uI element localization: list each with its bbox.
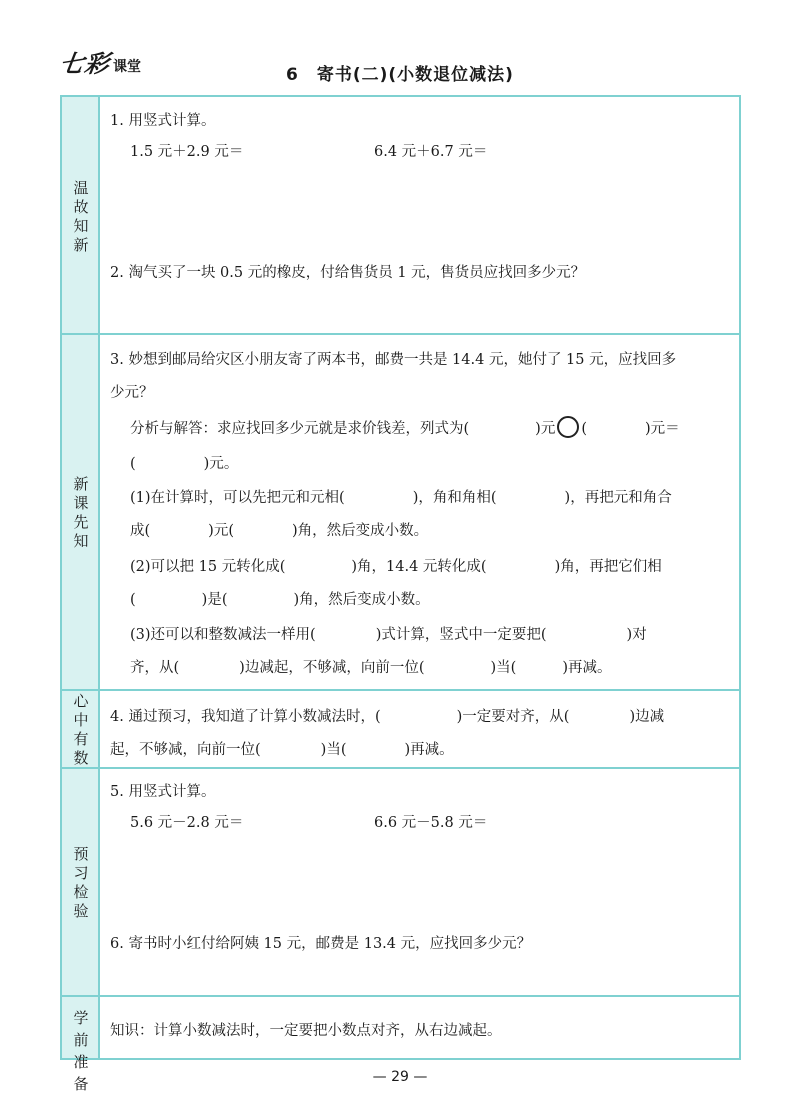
- row-divider: [62, 333, 739, 335]
- operator-circle[interactable]: [557, 416, 579, 438]
- q3-p1: (1)在计算时，可以先把元和元相( )，角和角相( )，再把元和角合: [130, 490, 672, 506]
- row-divider: [62, 767, 739, 769]
- q3-p1b: 成( )元( )角，然后变成小数。: [130, 523, 429, 539]
- q1-title: 1. 用竖式计算。: [110, 113, 216, 129]
- section-label-preview-check: 预 习 检 验: [73, 845, 89, 920]
- q3-line2: 少元？: [110, 385, 154, 401]
- q5-title: 5. 用竖式计算。: [110, 784, 216, 800]
- section-label-new-lesson: 新 课 先 知: [73, 475, 89, 550]
- q4-line1: 4. 通过预习，我知道了计算小数减法时，( )一定要对齐，从( )边减: [110, 709, 665, 725]
- q3-line1: 3. 妙想到邮局给灾区小朋友寄了两本书，邮费一共是 14.4 元，她付了 15 元，应找回多: [110, 352, 677, 368]
- q3-p2: (2)可以把 15 元转化成( )角，14.4 元转化成( )角，再把它们相: [130, 559, 662, 575]
- section-label-prep: 学 前 准 备: [73, 1009, 89, 1093]
- q3-p2b: ( )是( )角，然后变成小数。: [130, 592, 430, 608]
- brand-script: 七彩: [57, 49, 112, 78]
- q5-expr-b: 6.6 元－5.8 元＝: [374, 815, 488, 831]
- section-label-review: 温 故 知 新: [73, 179, 89, 254]
- brand-subtitle: 课堂: [113, 59, 141, 75]
- q6-text: 6. 寄书时小红付给阿姨 15 元，邮费是 13.4 元，应找回多少元？: [110, 936, 532, 952]
- q4-line2: 起，不够减，向前一位( )当( )再减。: [110, 742, 454, 758]
- page-number: — 29 —: [372, 1069, 428, 1085]
- row-divider: [62, 995, 739, 997]
- page-title: 6 寄书(二)(小数退位减法): [286, 65, 514, 85]
- q1-expr-b: 6.4 元＋6.7 元＝: [374, 144, 488, 160]
- q1-expr-a: 1.5 元＋2.9 元＝: [130, 144, 244, 160]
- row-divider: [62, 689, 739, 691]
- worksheet-frame: [60, 95, 741, 1093]
- prep-knowledge: 知识：计算小数减法时，一定要把小数点对齐，从右边减起。: [110, 1023, 502, 1039]
- q2-text: 2. 淘气买了一块 0.5 元的橡皮，付给售货员 1 元，售货员应找回多少元？: [110, 265, 586, 281]
- q3-analysis-2: ( )元。: [130, 456, 239, 472]
- section-label-summary: 心 中 有 数: [73, 692, 89, 767]
- q3-analysis: 分析与解答：求应找回多少元就是求价钱差，列式为( )元 ( )元＝: [130, 417, 680, 440]
- q3-p3b: 齐，从( )边减起，不够减，向前一位( )当( )再减。: [130, 660, 612, 676]
- q3-p3: (3)还可以和整数减法一样用( )式计算，竖式中一定要把( )对: [130, 627, 647, 643]
- q5-expr-a: 5.6 元－2.8 元＝: [130, 815, 244, 831]
